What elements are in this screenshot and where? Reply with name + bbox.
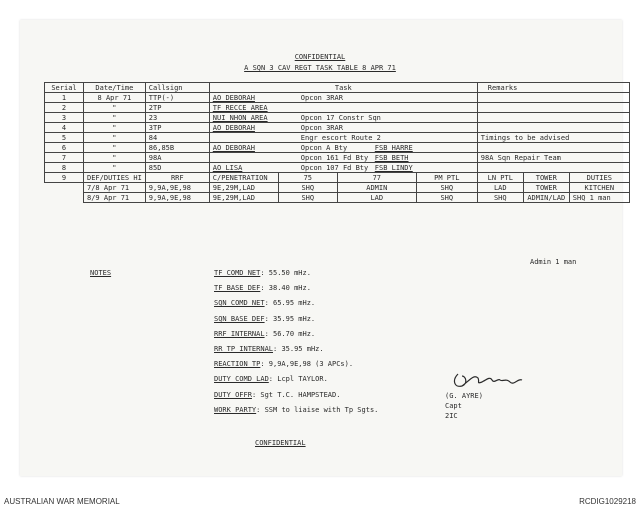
- note-key: TF COMD NET: [214, 269, 261, 277]
- note-item: [214, 345, 378, 360]
- note-key: RRF INTERNAL: [214, 329, 265, 338]
- row-date: 8 Apr 71: [84, 93, 146, 103]
- task-fsb: FSB HARRE: [374, 143, 413, 152]
- duties-cell: ADMIN: [337, 183, 416, 193]
- table-row: [45, 113, 630, 123]
- row-date: ": [84, 113, 146, 123]
- duties-cell: 9,9A,9E,98: [145, 193, 209, 203]
- task-area: AO LISA: [212, 163, 243, 172]
- duties-row: [45, 183, 630, 193]
- row-remarks: 98A Sqn Repair Team: [477, 153, 629, 163]
- table-header-row: [45, 83, 630, 93]
- table-row: [45, 143, 630, 153]
- row-serial: 8: [45, 163, 84, 173]
- note-key: RR TP INTERNAL: [214, 344, 274, 353]
- row-callsign: TTP(-): [145, 93, 209, 103]
- signature-appointment: 2IC: [445, 412, 458, 420]
- task-area: AO DEBORAH: [212, 93, 255, 102]
- note-item: [214, 269, 378, 284]
- note-key: WORK PARTY: [214, 405, 257, 414]
- table-row: [45, 103, 630, 113]
- col-remarks: Remarks: [477, 83, 629, 93]
- row-task: [209, 163, 477, 173]
- row-callsign: 2TP: [145, 103, 209, 113]
- row-serial: 5: [45, 133, 84, 143]
- note-item: [214, 284, 378, 299]
- signature-rank: Capt: [445, 402, 462, 410]
- classification-bottom: CONFIDENTIAL: [255, 439, 306, 447]
- duties-h7: TOWER: [523, 173, 569, 183]
- duties-extra: Admin 1 man: [530, 258, 577, 266]
- signature-name: (G. AYRE): [445, 392, 483, 400]
- duties-cell: KITCHEN: [569, 183, 629, 193]
- row-remarks: [477, 103, 629, 113]
- credit-left: AUSTRALIAN WAR MEMORIAL: [4, 497, 120, 506]
- task-detail: Opcon A Bty: [300, 143, 348, 152]
- note-value: : 35.95 mHz.: [264, 314, 316, 323]
- duties-h6: LN PTL: [477, 173, 523, 183]
- row-serial: 6: [45, 143, 84, 153]
- table-row: [45, 163, 630, 173]
- note-value: : Sgt T.C. HAMPSTEAD.: [251, 390, 341, 399]
- row-remarks: [477, 123, 629, 133]
- note-value: : 9,9A,9E,98 (3 APCs).: [260, 360, 354, 369]
- row-date: ": [84, 103, 146, 113]
- duties-cell: SHQ: [278, 183, 337, 193]
- note-key: SQN COMD NET: [214, 299, 265, 308]
- task-area: AO DEBORAH: [212, 123, 255, 132]
- row-remarks: [477, 93, 629, 103]
- task-detail: Opcon 107 Fd Bty: [300, 163, 369, 172]
- duties-cell: SHQ: [278, 193, 337, 203]
- task-fsb: FSB BETH: [374, 153, 409, 162]
- note-value: : 65.95 mHz.: [264, 299, 316, 308]
- table-row: [45, 153, 630, 163]
- row-serial: 3: [45, 113, 84, 123]
- duties-cell: 7/8 Apr 71: [84, 183, 146, 193]
- row-task: [209, 143, 477, 153]
- duties-cell: LAD: [477, 183, 523, 193]
- note-value: : 35.95 mHz.: [273, 344, 324, 353]
- duties-cell: 8/9 Apr 71: [84, 193, 146, 203]
- note-item: [214, 406, 378, 421]
- note-key: TF BASE DEF: [214, 284, 261, 293]
- note-value: : SSM to liaise with Tp Sgts.: [256, 405, 379, 414]
- duties-h2: C/PENETRATION: [209, 173, 278, 183]
- row-serial: 7: [45, 153, 84, 163]
- row-callsign: 3TP: [145, 123, 209, 133]
- note-value: : 38.40 mHz.: [260, 284, 311, 293]
- document-title: A SQN 3 CAV REGT TASK TABLE 8 APR 71: [244, 64, 396, 72]
- task-area: NUI NHON AREA: [212, 113, 268, 122]
- task-detail: Opcon 161 Fd Bty: [300, 153, 369, 162]
- note-item: [214, 299, 378, 314]
- note-item: [214, 330, 378, 345]
- duties-h0: DEF/DUTIES HI: [84, 173, 146, 183]
- duties-h3: 75: [278, 173, 337, 183]
- row-callsign: 23: [145, 113, 209, 123]
- row-remarks: Timings to be advised: [477, 133, 629, 143]
- row-callsign: 98A: [145, 153, 209, 163]
- note-key: DUTY COMD LAD: [214, 375, 269, 384]
- note-item: [214, 375, 378, 390]
- row-task: [209, 133, 477, 143]
- task-area: AO DEBORAH: [212, 143, 255, 152]
- row-remarks: [477, 113, 629, 123]
- row-date: ": [84, 153, 146, 163]
- row-date: ": [84, 163, 146, 173]
- note-item: [214, 360, 378, 375]
- col-datetime: Date/Time: [84, 83, 146, 93]
- task-detail: Opcon 3RAR: [300, 123, 343, 132]
- row-task: [209, 93, 477, 103]
- row-task: [209, 153, 477, 163]
- duties-h4: 77: [337, 173, 416, 183]
- classification-top: CONFIDENTIAL: [294, 53, 346, 61]
- duties-h8: DUTIES: [569, 173, 629, 183]
- duties-cell: LAD: [337, 193, 416, 203]
- row-task: [209, 113, 477, 123]
- duties-cell: SHQ: [477, 193, 523, 203]
- note-item: [214, 391, 378, 406]
- duties-cell: 9,9A,9E,98: [145, 183, 209, 193]
- task-area: TF RECCE AREA: [212, 103, 268, 112]
- task-table: [44, 82, 630, 203]
- table-row: [45, 123, 630, 133]
- credit-right: RCDIG1029218: [579, 497, 636, 506]
- note-key: DUTY OFFR: [214, 390, 252, 399]
- duties-row: [45, 193, 630, 203]
- task-detail: Engr escort Route 2: [300, 133, 381, 142]
- duties-cell: ADMIN/LAD: [523, 193, 569, 203]
- task-detail: Opcon 3RAR: [300, 93, 343, 102]
- row-callsign: 85D: [145, 163, 209, 173]
- row-callsign: 84: [145, 133, 209, 143]
- note-item: [214, 315, 378, 330]
- notes-list: [214, 269, 378, 421]
- note-value: : 56.70 mHz.: [264, 329, 316, 338]
- duties-cell: SHQ: [416, 183, 477, 193]
- row-date: ": [84, 123, 146, 133]
- duties-h5: PM PTL: [416, 173, 477, 183]
- row-serial: 4: [45, 123, 84, 133]
- signature: [448, 366, 538, 392]
- table-row: [45, 93, 630, 103]
- col-task: Task: [209, 83, 477, 93]
- col-callsign: Callsign: [145, 83, 209, 93]
- duties-h1: RRF: [145, 173, 209, 183]
- row-task: [209, 123, 477, 133]
- duties-cell: 9E,29M,LAD: [209, 183, 278, 193]
- row-callsign: 86,85B: [145, 143, 209, 153]
- row-remarks: [477, 163, 629, 173]
- row-date: ": [84, 133, 146, 143]
- duties-cell: SHQ 1 man: [569, 193, 629, 203]
- duties-header-row: [45, 173, 630, 183]
- row-serial: 1: [45, 93, 84, 103]
- duties-cell: SHQ: [416, 193, 477, 203]
- row-task: [209, 103, 477, 113]
- task-detail: Opcon 17 Constr Sqn: [300, 113, 381, 122]
- row-serial: 2: [45, 103, 84, 113]
- row-date: ": [84, 143, 146, 153]
- duties-serial: 9: [45, 173, 84, 183]
- notes-label: NOTES: [90, 269, 112, 277]
- note-key: SQN BASE DEF: [214, 314, 265, 323]
- duties-cell: TOWER: [523, 183, 569, 193]
- row-remarks: [477, 143, 629, 153]
- note-key: REACTION TP: [214, 360, 261, 369]
- duties-cell: 9E,29M,LAD: [209, 193, 278, 203]
- task-fsb: FSB LINDY: [374, 163, 413, 172]
- col-serial: Serial: [45, 83, 84, 93]
- note-value: : Lcpl TAYLOR.: [268, 375, 328, 384]
- note-value: : 55.50 mHz.: [260, 269, 311, 277]
- table-row: [45, 133, 630, 143]
